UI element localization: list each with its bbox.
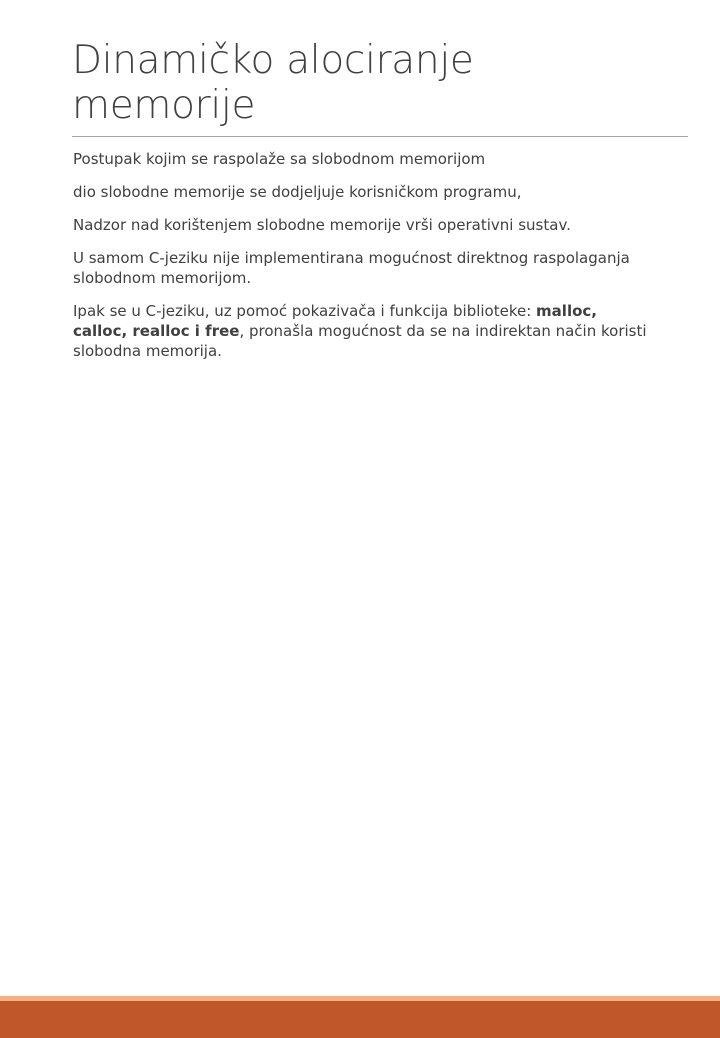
slide-title — [72, 38, 672, 128]
paragraph-5-text-after: , pronašla mogućnost da se na indirektan način koristi slobodna memorija. — [73, 322, 647, 360]
paragraph-5-text-before: Ipak se u C-jeziku, uz pomoć pokazivača i funkcija biblioteke: — [73, 302, 537, 320]
body-paragraph-2: dio slobodne memorije se dodjeljuje korisničkom programu, — [73, 183, 522, 201]
slide-title-line-2: memorije — [72, 83, 256, 128]
body-paragraph-4: U samom C-jeziku nije implementirana mogućnost direktnog raspolaganja slobodnom memorijom. — [73, 249, 630, 287]
footer-band — [0, 498, 720, 540]
body-paragraph-5 — [73, 301, 653, 361]
body-paragraph-1: Postupak kojim se raspolaže sa slobodnom memorijom — [73, 150, 486, 168]
slide-title-line-1: Dinamičko alociranje — [72, 38, 474, 83]
title-divider — [72, 136, 688, 137]
slide-body — [73, 149, 653, 374]
function-names-bold: malloc, calloc, realloc i free — [73, 302, 597, 340]
footer-accent-dark — [0, 1001, 720, 1038]
body-paragraph-3: Nadzor nad korištenjem slobodne memorije vrši operativni sustav. — [73, 216, 571, 234]
